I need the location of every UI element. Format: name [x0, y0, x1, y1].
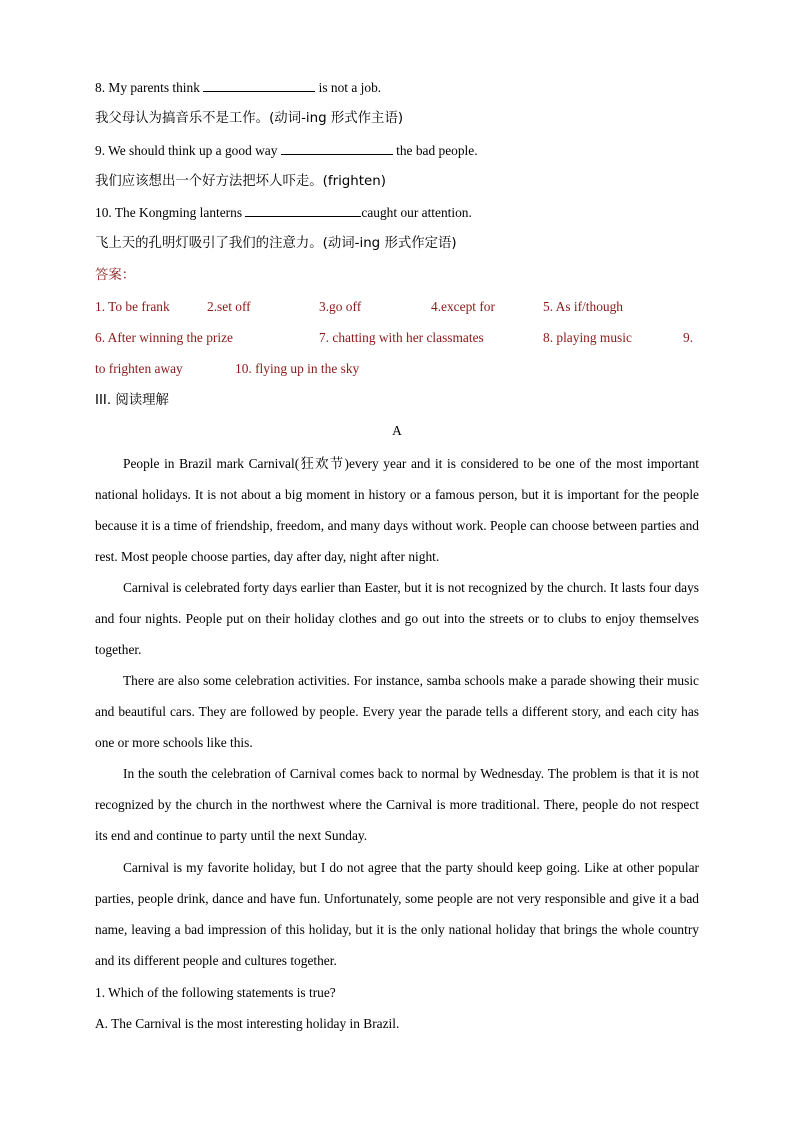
- exercise-8-chinese: 我父母认为搞音乐不是工作。(动词-ing 形式作主语): [95, 111, 404, 126]
- section-heading: III. 阅读理解: [95, 393, 169, 408]
- answer-blank[interactable]: [281, 142, 393, 155]
- exercise-9-chinese: 我们应该想出一个好方法把坏人吓走。(frighten): [95, 174, 386, 189]
- passage-paragraph-1: People in Brazil mark Carnival(狂欢节)every year and it is considered to be one of the most important national holidays. It is not about a big moment in history or a famous person, but it is important for the people because it is a time of friendship, freedom, and many days without work. People can choose between parties and rest. Most people choose parties, day after day, night after night.: [95, 456, 699, 564]
- answer-item: 5. As if/though: [543, 299, 623, 314]
- answer-item: 4.except for: [431, 299, 495, 314]
- answer-item: 10. flying up in the sky: [235, 361, 360, 376]
- passage-paragraph-5: Carnival is my favorite holiday, but I do not agree that the party should keep going. Like at other popular parties, people drink, dance and have fun. Unfortunately, some people are not very responsible and give it a bad name, leaving a bad impression of this holiday, but it is the only national holiday that brings the whole country and its different people and cultures together.: [95, 860, 699, 968]
- answer-item: 6. After winning the prize: [95, 330, 233, 345]
- exercise-text: caught our attention.: [361, 205, 472, 220]
- exercise-number: 8.: [95, 80, 106, 95]
- exercise-text: The Kongming lanterns: [114, 205, 243, 220]
- question-1: 1. Which of the following statements is true?: [95, 985, 336, 1000]
- answer-item: 9.: [683, 330, 694, 345]
- answer-blank[interactable]: [203, 79, 315, 92]
- exercise-8-sentence: [95, 79, 381, 97]
- answer-item: to frighten away: [95, 361, 183, 376]
- answer-blank[interactable]: [245, 204, 361, 217]
- passage-title: A: [392, 423, 402, 438]
- exercise-text: is not a job.: [318, 80, 382, 95]
- option-a[interactable]: A. The Carnival is the most interesting holiday in Brazil.: [95, 1016, 400, 1031]
- exercise-text: We should think up a good way: [108, 143, 278, 158]
- exercise-text: the bad people.: [396, 143, 478, 158]
- answer-item: 7. chatting with her classmates: [319, 330, 484, 345]
- passage-paragraph-4: In the south the celebration of Carnival comes back to normal by Wednesday. The problem is that it is not recognized by the church in the northwest where the Carnival is more traditional. There, people do not respect its end and continue to party until the next Sunday.: [95, 766, 699, 843]
- exercise-number: 9.: [95, 143, 106, 158]
- exercise-text: My parents think: [108, 80, 200, 95]
- passage-paragraph-3: There are also some celebration activities. For instance, samba schools make a parade showing their music and beautiful cars. They are followed by people. Every year the parade tells a different story, and each city has one or more schools like this.: [95, 673, 699, 750]
- answer-item: 8. playing music: [543, 330, 632, 345]
- exercise-10-sentence: [95, 204, 472, 222]
- answer-item: 3.go off: [319, 299, 362, 314]
- answer-item: 1. To be frank: [95, 299, 170, 314]
- passage-paragraph-2: Carnival is celebrated forty days earlier than Easter, but it is not recognized by the church. It lasts four days and four nights. People put on their holiday clothes and go out into the streets or to clubs to enjoy themselves together.: [95, 580, 699, 657]
- exercise-10-chinese: 飞上天的孔明灯吸引了我们的注意力。(动词-ing 形式作定语): [95, 236, 457, 251]
- exercise-number: 10.: [95, 205, 112, 220]
- exercise-9-sentence: [95, 142, 478, 160]
- answers-heading: 答案：: [95, 268, 136, 283]
- answer-item: 2.set off: [207, 299, 251, 314]
